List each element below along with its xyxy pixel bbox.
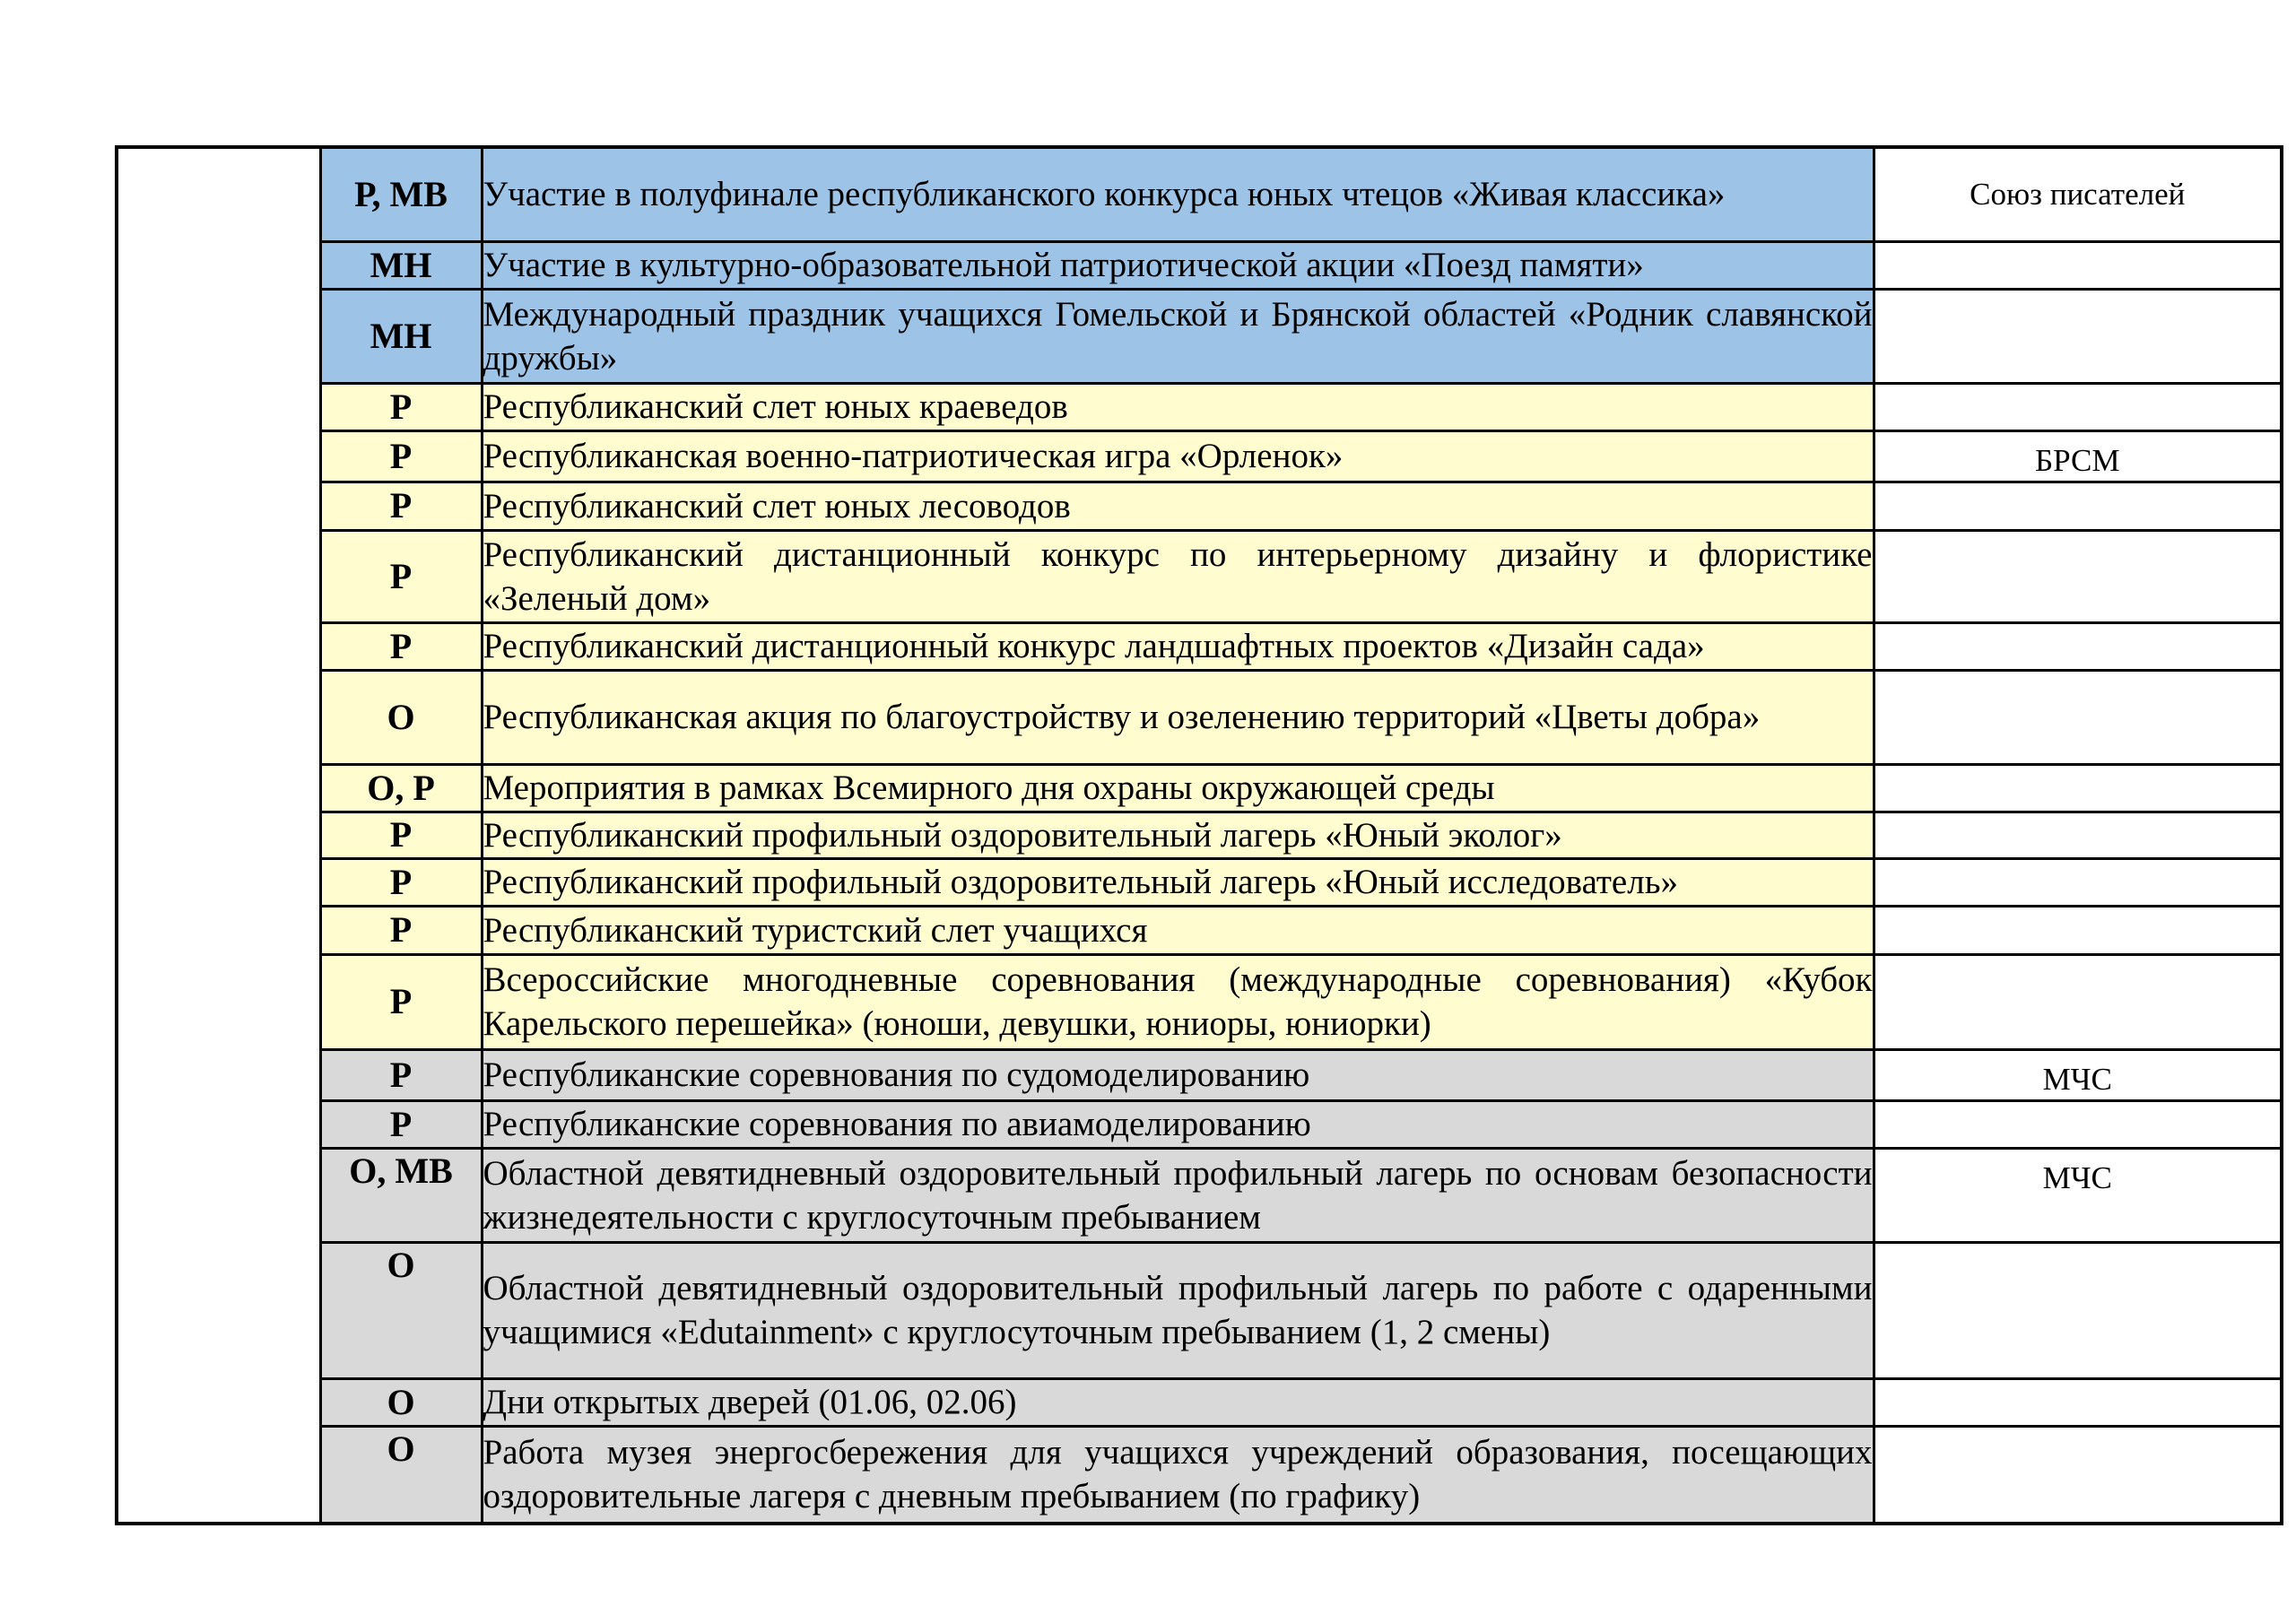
events-table-body bbox=[117, 147, 2282, 1524]
table-row bbox=[117, 764, 2282, 812]
organization-cell: МЧС bbox=[1874, 1049, 2282, 1100]
level-code-cell: Р bbox=[320, 1100, 482, 1148]
level-code-cell: Р bbox=[320, 383, 482, 430]
organization-cell: МЧС bbox=[1874, 1148, 2282, 1242]
organization-cell bbox=[1874, 906, 2282, 954]
table-row bbox=[117, 858, 2282, 906]
level-code-cell: Р, МВ bbox=[320, 147, 482, 241]
level-code-cell: О bbox=[320, 1378, 482, 1426]
level-code-cell: Р bbox=[320, 858, 482, 906]
level-code-cell: Р bbox=[320, 622, 482, 670]
level-code-cell: О, Р bbox=[320, 764, 482, 812]
organization-cell bbox=[1874, 530, 2282, 622]
event-description-cell: Областной девятидневный оздоровительный профильный лагерь по работе с одаренными учащимися «Edutainment» с круглосуточным пребыванием (1, 2 смены) bbox=[482, 1242, 1874, 1378]
event-description-cell: Республиканский слет юных краеведов bbox=[482, 383, 1874, 430]
organization-cell bbox=[1874, 1100, 2282, 1148]
event-description-cell: Областной девятидневный оздоровительный профильный лагерь по основам безопасности жизнедеятельности с круглосуточным пребыванием bbox=[482, 1148, 1874, 1242]
table-row bbox=[117, 1378, 2282, 1426]
table-row bbox=[117, 1100, 2282, 1148]
table-row bbox=[117, 1426, 2282, 1524]
level-code-cell: О bbox=[320, 670, 482, 764]
level-code-cell: Р bbox=[320, 1049, 482, 1100]
event-description-cell: Участие в культурно-образовательной патриотической акции «Поезд памяти» bbox=[482, 241, 1874, 289]
organization-cell bbox=[1874, 482, 2282, 530]
level-code-cell: О bbox=[320, 1426, 482, 1524]
level-code-cell: О bbox=[320, 1242, 482, 1378]
organization-cell bbox=[1874, 1242, 2282, 1378]
table-row bbox=[117, 289, 2282, 383]
event-description-cell: Республиканская военно-патриотическая игра «Орленок» bbox=[482, 430, 1874, 482]
organization-cell bbox=[1874, 954, 2282, 1049]
table-row bbox=[117, 383, 2282, 430]
table-row bbox=[117, 1242, 2282, 1378]
event-description-cell: Республиканский дистанционный конкурс ландшафтных проектов «Дизайн сада» bbox=[482, 622, 1874, 670]
table-row bbox=[117, 530, 2282, 622]
event-description-cell: Республиканские соревнования по авиамоделированию bbox=[482, 1100, 1874, 1148]
table-row bbox=[117, 954, 2282, 1049]
table-row bbox=[117, 147, 2282, 241]
section-label-cell bbox=[117, 147, 320, 1524]
organization-cell bbox=[1874, 289, 2282, 383]
level-code-cell: Р bbox=[320, 906, 482, 954]
organization-cell bbox=[1874, 241, 2282, 289]
event-description-cell: Международный праздник учащихся Гомельской и Брянской областей «Родник славянской дружбы» bbox=[482, 289, 1874, 383]
event-description-cell: Участие в полуфинале республиканского конкурса юных чтецов «Живая классика» bbox=[482, 147, 1874, 241]
table-row bbox=[117, 1148, 2282, 1242]
table-row bbox=[117, 482, 2282, 530]
table-row bbox=[117, 906, 2282, 954]
event-description-cell: Республиканские соревнования по судомоделированию bbox=[482, 1049, 1874, 1100]
organization-cell bbox=[1874, 383, 2282, 430]
event-description-cell: Работа музея энергосбережения для учащихся учреждений образования, посещающих оздоровительные лагеря с дневным пребыванием (по графику) bbox=[482, 1426, 1874, 1524]
organization-cell: БРСМ bbox=[1874, 430, 2282, 482]
event-description-cell: Всероссийские многодневные соревнования (международные соревнования) «Кубок Карельского перешейка» (юноши, девушки, юниоры, юниорки) bbox=[482, 954, 1874, 1049]
level-code-cell: МН bbox=[320, 289, 482, 383]
event-description-cell: Мероприятия в рамках Всемирного дня охраны окружающей среды bbox=[482, 764, 1874, 812]
level-code-cell: Р bbox=[320, 430, 482, 482]
event-description-cell: Республиканский туристский слет учащихся bbox=[482, 906, 1874, 954]
event-description-cell: Дни открытых дверей (01.06, 02.06) bbox=[482, 1378, 1874, 1426]
event-description-cell: Республиканский профильный оздоровительный лагерь «Юный эколог» bbox=[482, 812, 1874, 858]
organization-cell bbox=[1874, 1426, 2282, 1524]
organization-cell bbox=[1874, 858, 2282, 906]
organization-cell bbox=[1874, 622, 2282, 670]
level-code-cell: МН bbox=[320, 241, 482, 289]
level-code-cell: Р bbox=[320, 530, 482, 622]
level-code-cell: О, МВ bbox=[320, 1148, 482, 1242]
organization-cell bbox=[1874, 812, 2282, 858]
organization-cell bbox=[1874, 1378, 2282, 1426]
table-row bbox=[117, 1049, 2282, 1100]
table-row bbox=[117, 812, 2282, 858]
organization-cell: Союз писателей bbox=[1874, 147, 2282, 241]
organization-cell bbox=[1874, 764, 2282, 812]
organization-cell bbox=[1874, 670, 2282, 764]
table-row bbox=[117, 430, 2282, 482]
level-code-cell: Р bbox=[320, 954, 482, 1049]
table-row bbox=[117, 622, 2282, 670]
events-table bbox=[115, 145, 2283, 1525]
event-description-cell: Республиканский дистанционный конкурс по интерьерному дизайну и флористике «Зеленый дом» bbox=[482, 530, 1874, 622]
table-row bbox=[117, 241, 2282, 289]
level-code-cell: Р bbox=[320, 812, 482, 858]
event-description-cell: Республиканский слет юных лесоводов bbox=[482, 482, 1874, 530]
event-description-cell: Республиканский профильный оздоровительный лагерь «Юный исследователь» bbox=[482, 858, 1874, 906]
event-description-cell: Республиканская акция по благоустройству и озеленению территорий «Цветы добра» bbox=[482, 670, 1874, 764]
level-code-cell: Р bbox=[320, 482, 482, 530]
table-row bbox=[117, 670, 2282, 764]
